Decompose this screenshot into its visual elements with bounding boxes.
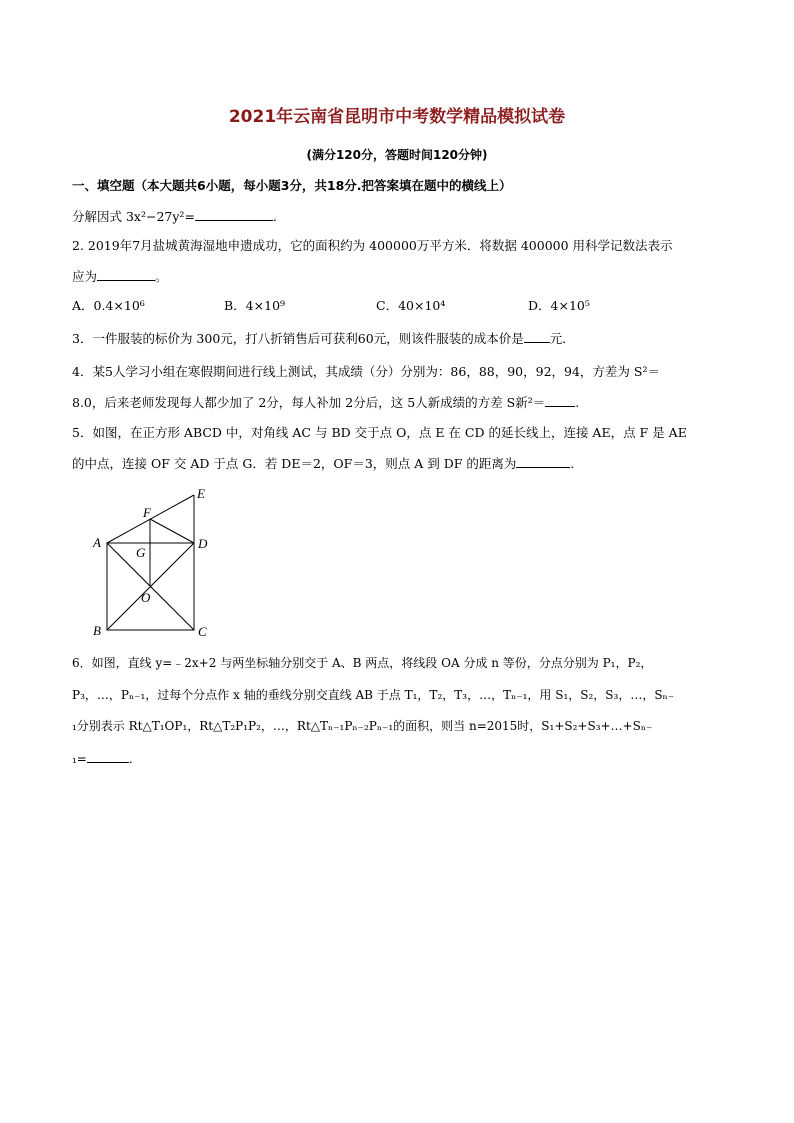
page-subtitle: (满分120分，答题时间120分钟) — [306, 148, 488, 162]
answer-blank[interactable] — [516, 455, 570, 468]
answer-blank[interactable] — [545, 394, 575, 407]
question-2-line2 — [72, 268, 168, 285]
question-3-text: 3．一件服装的标价为 300元，打八折销售后可获利60元，则该件服装的成本价是 — [72, 331, 524, 346]
question-6-line4-end: . — [128, 752, 133, 766]
question-5-line2 — [72, 455, 574, 472]
label-f: F — [143, 505, 151, 520]
choice-d: D．4×10⁵ — [528, 298, 590, 313]
label-o: O — [141, 590, 151, 605]
question-4-line2-end: . — [575, 395, 580, 410]
question-6-line4-text: ₁= — [72, 752, 87, 766]
section-heading: 一、填空题（本大题共6小题，每小题3分，共18分.把答案填在题中的横线上） — [72, 178, 512, 193]
question-6-line4 — [72, 750, 133, 767]
label-g: G — [136, 545, 146, 560]
question-1-text: 分解因式 3x²−27y²= — [72, 209, 195, 224]
question-1 — [72, 208, 277, 225]
question-2-line2-text: 应为 — [72, 269, 98, 284]
question-5-line1: 5．如图，在正方形 ABCD 中，对角线 AC 与 BD 交于点 O，点 E 在 CD 的延长线上，连接 AE，点 F 是 AE — [72, 425, 687, 440]
question-4-line1: 4．某5人学习小组在寒假期间进行线上测试，其成绩（分）分别为：86，88，90，92，94，方差为 S²＝ — [72, 364, 660, 379]
label-e: E — [197, 486, 205, 501]
question-6-line2: P₃，…，Pₙ₋₁，过每个分点作 x 轴的垂线分别交直线 AB 于点 T₁，T₂，T₃，…，Tₙ₋₁，用 S₁，S₂，S₃，…，Sₙ₋ — [72, 688, 675, 702]
answer-blank[interactable] — [87, 750, 129, 763]
label-c: C — [198, 624, 207, 639]
question-6-line1: 6．如图，直线 y=﹣2x+2 与两坐标轴分别交于 A、B 两点，将线段 OA 分成 n 等份，分点分别为 P₁，P₂， — [72, 656, 653, 670]
answer-blank[interactable] — [97, 268, 155, 281]
choice-b: B．4×10⁹ — [224, 298, 286, 313]
question-5-line2-end: . — [570, 456, 575, 471]
square-diagram — [90, 485, 220, 645]
question-4-line2-text: 8.0，后来老师发现每人都少加了 2分，每人补加 2分后，这 5人新成绩的方差 S新²＝ — [72, 395, 546, 410]
label-b: B — [93, 623, 101, 638]
question-6-line3: ₁分别表示 Rt△T₁OP₁，Rt△T₂P₁P₂，…，Rt△Tₙ₋₁Pₙ₋₂Pₙ₋₁的面积，则当 n=2015时，S₁+S₂+S₃+…+Sₙ₋ — [72, 719, 653, 733]
question-5-line2-text: 的中点，连接 OF 交 AD 于点 G．若 DE＝2，OF＝3，则点 A 到 DF 的距离为 — [72, 456, 517, 471]
question-4-line2 — [72, 394, 579, 411]
question-3 — [72, 330, 575, 347]
choice-c: C．40×10⁴ — [376, 298, 446, 313]
answer-blank[interactable] — [524, 330, 550, 343]
answer-blank[interactable] — [195, 208, 273, 221]
question-2-line2-end: 。 — [155, 269, 168, 284]
question-3-end: 元． — [549, 331, 575, 346]
question-1-end: . — [272, 209, 277, 224]
question-2-choices — [72, 298, 680, 314]
label-a: A — [93, 535, 101, 550]
segment-df — [150, 519, 194, 543]
choice-a: A．0.4×10⁶ — [72, 298, 145, 313]
question-2-line1: 2. 2019年7月盐城黄海湿地申遗成功，它的面积约为 400000万平方米．将数据 400000 用科学记数法表示 — [72, 238, 673, 253]
label-d: D — [198, 536, 208, 551]
page-title: 2021年云南省昆明市中考数学精品模拟试卷 — [228, 107, 566, 127]
